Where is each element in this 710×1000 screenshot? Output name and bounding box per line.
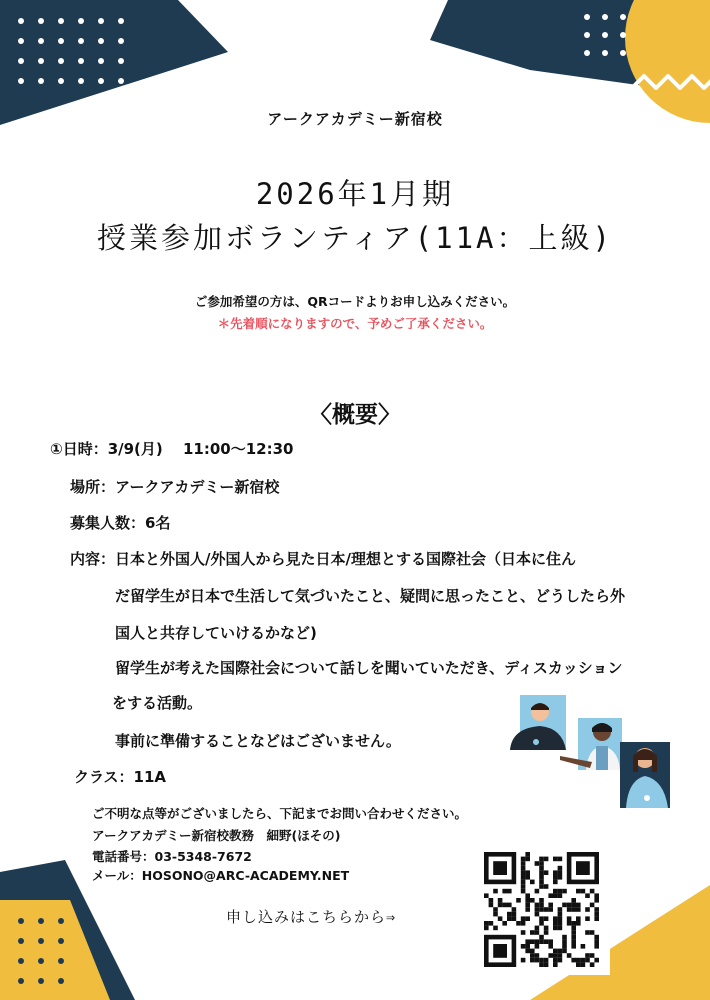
qr-module [548, 893, 553, 898]
qr-module [558, 916, 563, 921]
qr-module [507, 912, 512, 917]
qr-module [567, 953, 572, 958]
qr-module [539, 857, 544, 862]
qr-module [562, 903, 567, 908]
qr-module [525, 949, 530, 954]
qr-module [535, 889, 540, 894]
qr-module [548, 907, 553, 912]
qr-module [558, 875, 563, 880]
qr-module [502, 903, 507, 908]
decor-dot [18, 958, 24, 964]
decor-dot [58, 58, 64, 64]
qr-module [562, 949, 567, 954]
decor-dot [18, 38, 24, 44]
qr-module [548, 953, 553, 958]
decor-dot [58, 918, 64, 924]
qr-module [493, 889, 498, 894]
qr-module [521, 916, 526, 921]
qr-module [530, 958, 535, 963]
qr-module [558, 926, 563, 931]
decor-dot [98, 78, 104, 84]
qr-module [571, 903, 576, 908]
decor-dot [58, 38, 64, 44]
qr-module [558, 953, 563, 958]
qr-module [567, 916, 572, 921]
decor-dot [38, 978, 44, 984]
qr-module [493, 907, 498, 912]
qr-module [594, 958, 599, 963]
content-line-6: 事前に準備することなどはございません。 [115, 732, 401, 750]
qr-module [553, 870, 558, 875]
qr-module [585, 958, 590, 963]
qr-module [539, 907, 544, 912]
decor-dot [620, 32, 626, 38]
qr-module [553, 893, 558, 898]
decor-dot [584, 32, 590, 38]
qr-module [585, 916, 590, 921]
qr-module [521, 930, 526, 935]
qr-module [562, 889, 567, 894]
content-line-4: 留学生が考えた国際社会について話しを聞いていただき、ディスカッション [115, 659, 623, 677]
qr-module [521, 870, 526, 875]
qr-module [585, 930, 590, 935]
qr-module [539, 903, 544, 908]
qr-module [535, 958, 540, 963]
qr-module [544, 926, 549, 931]
qr-module [571, 944, 576, 949]
qr-module [493, 944, 507, 958]
qr-module [525, 870, 530, 875]
qr-module [507, 889, 512, 894]
qr-module [530, 930, 535, 935]
qr-module [521, 889, 526, 894]
class-info: クラス：11A [74, 768, 167, 786]
qr-module [581, 962, 586, 967]
decor-dot [584, 50, 590, 56]
overview-heading: 〈概要〉 [309, 402, 401, 428]
decor-dot [78, 38, 84, 44]
qr-module [507, 903, 512, 908]
decor-dot [38, 938, 44, 944]
qr-module [581, 889, 586, 894]
decor-dot [78, 58, 84, 64]
qr-module [535, 912, 540, 917]
qr-module [535, 926, 540, 931]
qr-module [544, 958, 549, 963]
contact-email[interactable]: メール：HOSONO@ARC-ACADEMY.NET [92, 868, 350, 883]
qr-module [535, 903, 540, 908]
top-left-navy-shape [0, 0, 230, 125]
qr-module [493, 861, 507, 875]
qr-module [558, 866, 563, 871]
qr-module [558, 949, 563, 954]
decor-dot [584, 14, 590, 20]
qr-module [535, 939, 540, 944]
decor-dot [602, 32, 608, 38]
decor-dot [18, 978, 24, 984]
qr-module [516, 898, 521, 903]
qr-module [576, 903, 581, 908]
qr-module [567, 921, 572, 926]
qr-module [512, 912, 517, 917]
qr-module [484, 921, 489, 926]
qr-module [530, 939, 535, 944]
qr-module [548, 939, 553, 944]
qr-module [562, 935, 567, 940]
qr-module [594, 893, 599, 898]
qr-module [525, 903, 530, 908]
qr-module [585, 953, 590, 958]
decor-dot [58, 958, 64, 964]
qr-module [571, 926, 576, 931]
decor-dot [18, 918, 24, 924]
qr-module [558, 893, 563, 898]
decor-dot [18, 58, 24, 64]
qr-module [553, 857, 558, 862]
qr-module [590, 962, 595, 967]
content-line-2: だ留学生が日本で生活して気づいたこと、疑問に思ったこと、どうしたら外 [115, 587, 626, 605]
qr-module [525, 939, 530, 944]
qr-module [507, 916, 512, 921]
decor-dot [620, 14, 626, 20]
decor-dot [118, 78, 124, 84]
qr-module [571, 898, 576, 903]
qr-module [530, 953, 535, 958]
qr-module [539, 898, 544, 903]
qr-module [539, 884, 544, 889]
decor-dot [118, 38, 124, 44]
qr-module [576, 889, 581, 894]
top-right-yellow-circle [600, 0, 710, 125]
decor-dot [98, 18, 104, 24]
qr-module [521, 884, 526, 889]
qr-module [521, 958, 526, 963]
qr-module [525, 852, 530, 857]
qr-code[interactable] [472, 840, 610, 975]
qr-module [493, 912, 498, 917]
decor-dot [18, 78, 24, 84]
qr-module [502, 921, 507, 926]
qr-module [502, 889, 507, 894]
qr-module [571, 939, 576, 944]
qr-module [553, 926, 558, 931]
qr-module [544, 907, 549, 912]
decor-dot [18, 18, 24, 24]
qr-module [535, 930, 540, 935]
qr-module [553, 949, 558, 954]
datetime: ①日時：3/9(月) 11:00〜12:30 [50, 440, 294, 458]
qr-module [553, 916, 558, 921]
qr-module [594, 939, 599, 944]
qr-module [553, 880, 558, 885]
decor-dot [602, 14, 608, 20]
qr-module [525, 916, 530, 921]
qr-module [539, 916, 544, 921]
qr-module [571, 935, 576, 940]
decor-dot [78, 18, 84, 24]
recruit-count: 募集人数：6名 [70, 514, 171, 532]
qr-module [535, 861, 540, 866]
contact-intro: ご不明な点等がございましたら、下記までお問い合わせください。 [92, 806, 468, 821]
decor-dot [18, 938, 24, 944]
qr-module [594, 912, 599, 917]
qr-module [548, 944, 553, 949]
qr-module [567, 903, 572, 908]
qr-module [581, 944, 586, 949]
qr-module [539, 870, 544, 875]
qr-module [544, 916, 549, 921]
school-name: アークアカデミー新宿校 [267, 110, 443, 128]
qr-module [512, 916, 517, 921]
decor-dot [58, 78, 64, 84]
qr-module [576, 962, 581, 967]
qr-module [521, 944, 526, 949]
decor-dot [58, 18, 64, 24]
qr-module [525, 898, 530, 903]
qr-module [544, 939, 549, 944]
decor-dot [38, 78, 44, 84]
qr-module [484, 926, 489, 931]
qr-module [594, 907, 599, 912]
qr-module [525, 857, 530, 862]
qr-module [544, 930, 549, 935]
qr-module [539, 935, 544, 940]
qr-module [525, 944, 530, 949]
qr-module [558, 870, 563, 875]
decor-dot [118, 18, 124, 24]
qr-module [585, 907, 590, 912]
qr-module [539, 958, 544, 963]
qr-module [498, 903, 503, 908]
qr-module [553, 875, 558, 880]
decor-dot [118, 58, 124, 64]
qr-module [594, 898, 599, 903]
qr-module [567, 907, 572, 912]
qr-module [590, 889, 595, 894]
qr-module [489, 921, 494, 926]
qr-module [558, 921, 563, 926]
qr-module [521, 880, 526, 885]
qr-module [521, 861, 526, 866]
qr-module [489, 898, 494, 903]
qr-module [594, 944, 599, 949]
qr-module [516, 921, 521, 926]
qr-module [571, 958, 576, 963]
qr-module [539, 875, 544, 880]
qr-module [558, 958, 563, 963]
qr-module [535, 907, 540, 912]
qr-module [521, 875, 526, 880]
decor-dot [78, 78, 84, 84]
qr-module [553, 953, 558, 958]
apply-here-text: 申し込みはこちらから⇒ [226, 908, 397, 926]
qr-module [539, 866, 544, 871]
qr-module [553, 921, 558, 926]
qr-module [581, 958, 586, 963]
qr-module [530, 949, 535, 954]
place: 場所：アークアカデミー新宿校 [70, 478, 280, 496]
decor-dot [38, 958, 44, 964]
qr-module [544, 870, 549, 875]
qr-module [571, 930, 576, 935]
qr-module [530, 880, 535, 885]
qr-module [539, 880, 544, 885]
video-call-illustration [500, 690, 675, 815]
qr-module [553, 958, 558, 963]
qr-module [530, 898, 535, 903]
qr-module [562, 944, 567, 949]
qr-module [484, 893, 489, 898]
qr-module [535, 953, 540, 958]
qr-module [521, 857, 526, 862]
qr-module [544, 857, 549, 862]
qr-module [576, 907, 581, 912]
qr-module [576, 958, 581, 963]
decor-dot [620, 50, 626, 56]
decor-dot [58, 978, 64, 984]
qr-module [576, 921, 581, 926]
qr-code-container[interactable] [472, 840, 610, 975]
qr-module [590, 930, 595, 935]
content-line-1: 内容：日本と外国人/外国人から見た日本/理想とする国際社会（日本に住ん [70, 550, 576, 568]
qr-module [539, 939, 544, 944]
qr-module [493, 926, 498, 931]
qr-module [544, 884, 549, 889]
qr-module [553, 962, 558, 967]
qr-module [553, 889, 558, 894]
qr-module [539, 962, 544, 967]
qr-module [576, 861, 590, 875]
contact-phone: 電話番号：03-5348-7672 [92, 849, 252, 864]
qr-module [590, 903, 595, 908]
decor-dot [602, 50, 608, 56]
notice-qr: ご参加希望の方は、QRコードよりお申し込みください。 [194, 294, 516, 309]
qr-module [525, 875, 530, 880]
qr-module [521, 921, 526, 926]
qr-module [562, 939, 567, 944]
content-line-3: 国人と共存していけるかなど) [115, 624, 317, 642]
qr-module [544, 962, 549, 967]
qr-module [521, 866, 526, 871]
decor-dot [38, 18, 44, 24]
qr-module [512, 907, 517, 912]
qr-module [558, 857, 563, 862]
qr-module [558, 907, 563, 912]
decor-dot [98, 58, 104, 64]
qr-module [525, 907, 530, 912]
decor-dot [98, 38, 104, 44]
qr-module [558, 912, 563, 917]
qr-module [594, 916, 599, 921]
qr-module [571, 921, 576, 926]
qr-module [489, 903, 494, 908]
qr-module [539, 861, 544, 866]
qr-module [558, 889, 563, 894]
qr-module [548, 903, 553, 908]
qr-module [498, 916, 503, 921]
qr-module [525, 893, 530, 898]
decor-dot [38, 918, 44, 924]
qr-module [576, 916, 581, 921]
title-main: 授業参加ボランティア(11A：上級) [97, 221, 613, 255]
contact-person: アークアカデミー新宿校教務 細野(ほその) [92, 828, 341, 843]
notice-first-come: ＊先着順になりますので、予めご了承ください。 [217, 316, 493, 331]
qr-module [535, 944, 540, 949]
qr-module [539, 921, 544, 926]
qr-module [585, 893, 590, 898]
decor-dot [38, 38, 44, 44]
qr-module [498, 898, 503, 903]
title-term: 2026年1月期 [255, 177, 455, 211]
decor-dot [38, 58, 44, 64]
qr-module [594, 935, 599, 940]
decor-dot [58, 938, 64, 944]
qr-module [590, 953, 595, 958]
qr-module [571, 907, 576, 912]
content-line-5: をする活動。 [112, 694, 203, 712]
